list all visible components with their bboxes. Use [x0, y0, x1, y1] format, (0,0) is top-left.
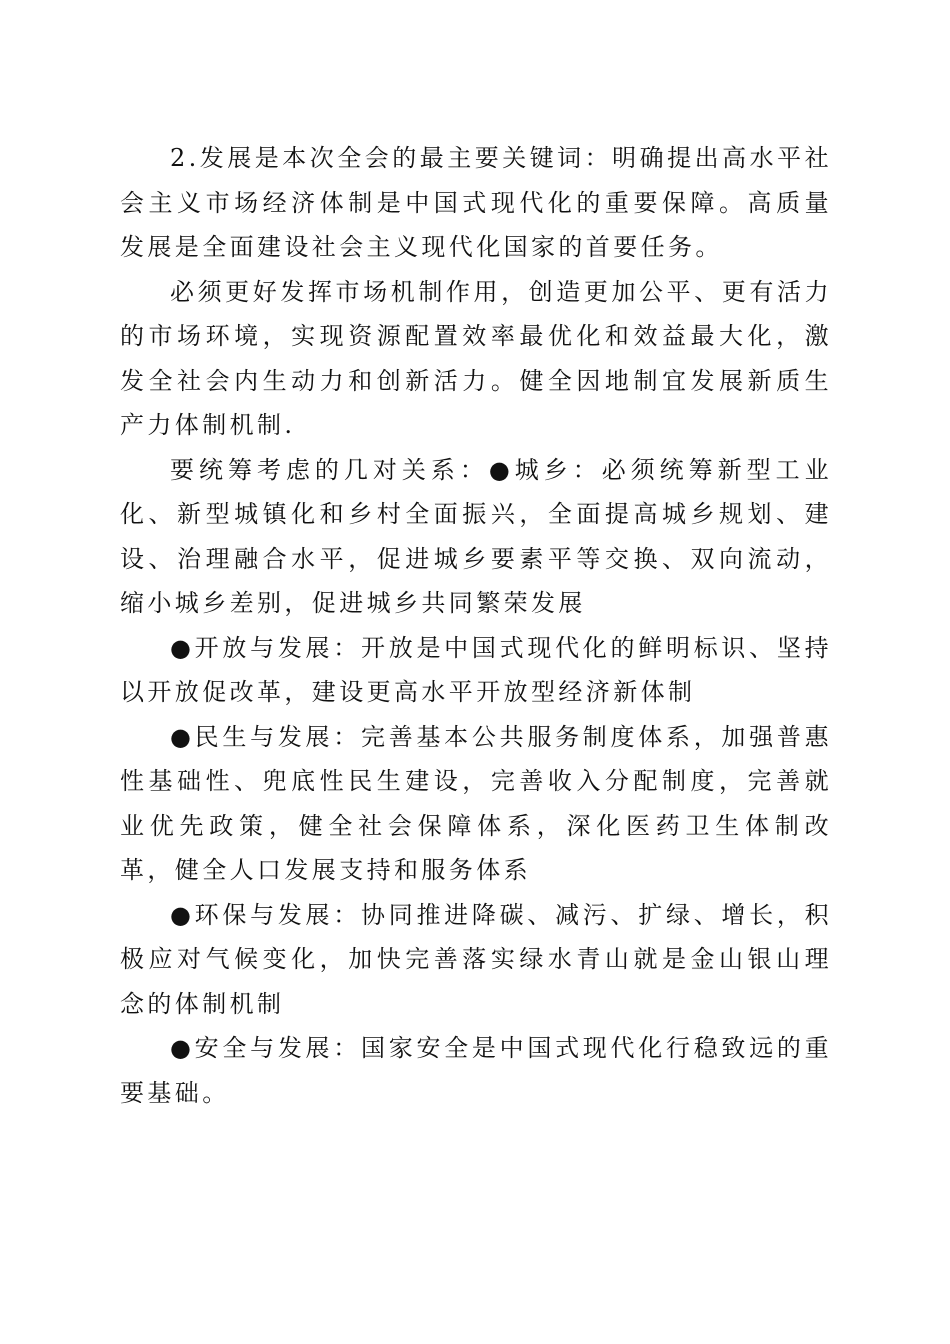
paragraph-urban-rural: 要统筹考虑的几对关系：●城乡：必须统筹新型工业化、新型城镇化和乡村全面振兴，全面提高城乡规划、建设、治理融合水平，促进城乡要素平等交换、双向流动，缩小城乡差别，促进城乡共同繁荣发展	[120, 455, 832, 617]
document-page	[120, 136, 832, 1115]
paragraph-market-mechanism: 必须更好发挥市场机制作用，创造更加公平、更有活力的市场环境，实现资源配置效率最优化和效益最大化，激发全社会内生动力和创新活力。健全因地制宜发展新质生产力体制机制.	[120, 277, 832, 439]
paragraph-livelihood-development: ●民生与发展：完善基本公共服务制度体系，加强普惠性基础性、兜底性民生建设，完善收入分配制度，完善就业优先政策，健全社会保障体系，深化医药卫生体制改革，健全人口发展支持和服务体系	[120, 722, 832, 884]
paragraph-environment-development: ●环保与发展：协同推进降碳、减污、扩绿、增长，积极应对气候变化，加快完善落实绿水青山就是金山银山理念的体制机制	[120, 900, 832, 1018]
paragraph-development-keyword: 2.发展是本次全会的最主要关键词：明确提出高水平社会主义市场经济体制是中国式现代化的重要保障。高质量发展是全面建设社会主义现代化国家的首要任务。	[120, 144, 832, 261]
paragraph-opening-development: ●开放与发展：开放是中国式现代化的鲜明标识、坚持以开放促改革，建设更高水平开放型经济新体制	[120, 633, 832, 706]
paragraph-security-development: ●安全与发展：国家安全是中国式现代化行稳致远的重要基础。	[120, 1034, 832, 1107]
